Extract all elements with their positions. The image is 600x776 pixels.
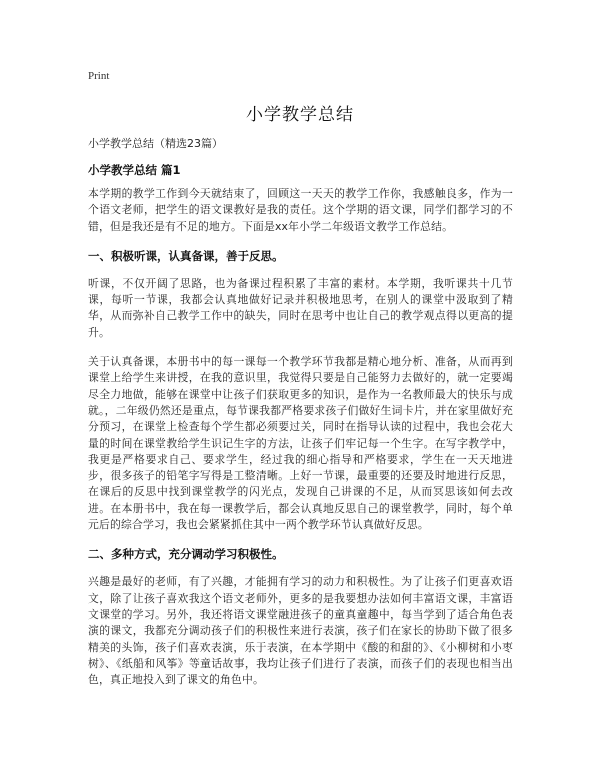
section1-paragraph-2: 关于认真备课，本册书中的每一课每一个教学环节我都是精心地分析、准备，从而再到课堂上给学生来讲授，在我的意识里，我觉得只要是自己能努力去做好的，就一定要竭尽全力地做，能够在课堂中让孩子们获取更多的知识，是作为一名教师最大的快乐与成就。，二年级仍然还是重点，每节课我都严格要求孩子们做好生词卡片，并在家里做好充分预习，在课堂上检查每个学生都必须要过关，同时在指导认读的过程中，我也会花大量的时间在课堂教给学生识记生字的方法，让孩子们牢记每一个生字。在写字教学中，我更是严格要求自己、要求学生，经过我的细心指导和严格要求，学生在一天天地进步，很多孩子的铅笔字写得是工整清晰。上好一节课，最重要的还要及时地进行反思，在课后的反思中找到课堂教学的闪光点，发现自己讲课的不足，从而冥思该如何去改进。在本册书中，我在每一课教学后，都会认真地反思自己的课堂教学，同时，每个单元后的综合学习，我也会紧紧抓住其中一两个教学环节认真做好反思。	[88, 355, 513, 532]
section-heading-1: 一、积极听课，认真备课，善于反思。	[88, 248, 284, 263]
intro-paragraph: 本学期的教学工作到今天就结束了，回顾这一天天的教学工作你，我感触良多，作为一个语文老师，把学生的语文课教好是我的责任。这个学期的语文课，同学们都学习的不错，但是我还是有不足的地方。下面是xx年小学二年级语文教学工作总结。	[88, 187, 513, 233]
section1-paragraph-1: 听课，不仅开阔了思路，也为备课过程积累了丰富的素材。本学期，我听课共十几节课，每听一节课，我都会认真地做好记录并积极地思考，在别人的课堂中汲取到了精华，从而弥补自己教学工作中的缺失，同时在思考中也让自己的教学观点得以更高的提升。	[88, 276, 513, 339]
document-title: 小学教学总结	[246, 105, 354, 125]
document-body	[88, 136, 513, 701]
section2-paragraph-1: 兴趣是最好的老师，有了兴趣，才能拥有学习的动力和积极性。为了让孩子们更喜欢语文，除了让孩子喜欢我这个语文老师外，更多的是我要想办法如何丰富语文课，丰富语文课堂的学习。另外，我还将语文课堂融进孩子的童真童趣中，每当学到了适合角色表演的课文，我都充分调动孩子们的积极性来进行表演，孩子们在家长的协助下做了很多精美的头饰，孩子们喜欢表演，乐于表演，在本学期中《酸的和甜的》、《小柳树和小枣树》、《纸船和风筝》等童话故事，我均让孩子们进行了表演，而孩子们的表现也相当出色，真正地投入到了课文的角色中。	[88, 575, 513, 687]
print-label[interactable]: Print	[88, 70, 110, 82]
section-heading-2: 二、多种方式，充分调动学习积极性。	[88, 547, 284, 562]
document-subtitle: 小学教学总结（精选23篇）	[88, 137, 223, 150]
article-title: 小学教学总结 篇1	[88, 163, 181, 177]
